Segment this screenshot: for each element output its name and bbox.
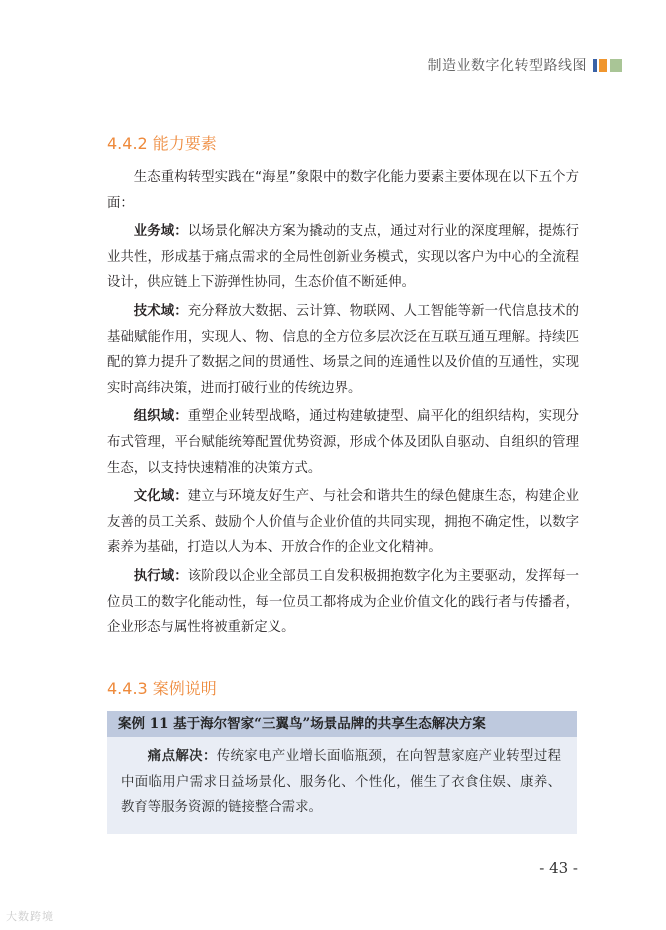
domain-term: 技术域： [133, 303, 188, 319]
section-4-4-2-body [107, 165, 579, 644]
domain-term: 业务域： [133, 224, 188, 240]
domain-text: 重塑企业转型战略，通过构建敏捷型、扁平化的组织结构，实现分布式管理，平台赋能统筹配置优势资源，形成个体及团队自驱动、自组织的管理生态，以支持快速精准的决策方式。 [107, 409, 580, 476]
running-header-title: 制造业数字化转型路线图 [427, 58, 587, 74]
domain-text: 充分释放大数据、云计算、物联网、人工智能等新一代信息技术的基础赋能作用，实现人、物、信息的全方位多层次泛在互联互通互理解。持续匹配的算力提升了数据之间的贯通性、场景之间的连通性以及价值的互通性，实现实时高纬决策，进而打破行业的传统边界。 [107, 303, 580, 396]
domain-term: 文化域： [133, 489, 188, 505]
case-term: 痛点解决： [147, 748, 217, 764]
case-text: 传统家电产业增长面临瓶颈，在向智慧家庭产业转型过程中面临用户需求日益场景化、服务化、个性化，催生了衣食住娱、康养、教育等服务资源的链接整合需求。 [121, 749, 562, 815]
page-number: - 43 - [539, 859, 578, 877]
domain-paragraph-business [107, 219, 579, 296]
domain-paragraph-organization [107, 404, 579, 481]
domain-term: 执行域： [133, 568, 188, 584]
case-title: 案例 11 基于海尔智家“三翼鸟”场景品牌的共享生态解决方案 [107, 711, 577, 737]
header-color-bar-orange [599, 59, 607, 72]
header-color-bar-green [610, 59, 622, 72]
domain-paragraph-culture [107, 484, 579, 561]
section-heading-4-4-2: 4.4.2 能力要素 [107, 134, 217, 153]
domain-paragraph-execution [107, 564, 579, 641]
domain-paragraph-technology [107, 299, 579, 401]
domain-term: 组织域： [133, 409, 188, 425]
header-color-bar-blue [593, 59, 597, 72]
case-body [107, 737, 577, 821]
domain-text: 以场景化解决方案为撬动的支点，通过对行业的深度理解，提炼行业共性，形成基于痛点需求的全局性创新业务模式，实现以客户为中心的全流程设计，供应链上下游弹性协同，生态价值不断延伸。 [107, 224, 580, 291]
case-box [107, 711, 577, 834]
running-header [428, 55, 623, 75]
watermark: 大数跨境 [6, 910, 54, 923]
intro-paragraph: 生态重构转型实践在“海星”象限中的数字化能力要素主要体现在以下五个方面： [107, 170, 579, 211]
domain-text: 该阶段以企业全部员工自发积极拥抱数字化为主要驱动，发挥每一位员工的数字化能动性，每一位员工都将成为企业价值文化的践行者与传播者，企业形态与属性将被重新定义。 [107, 568, 580, 636]
domain-text: 建立与环境友好生产、与社会和谐共生的绿色健康生态，构建企业友善的员工关系、鼓励个人价值与企业价值的共同实现，拥抱不确定性，以数字素养为基础，打造以人为本、开放合作的企业文化精神。 [107, 489, 580, 556]
section-heading-4-4-3: 4.4.3 案例说明 [107, 679, 217, 698]
case-paragraph [121, 744, 561, 821]
